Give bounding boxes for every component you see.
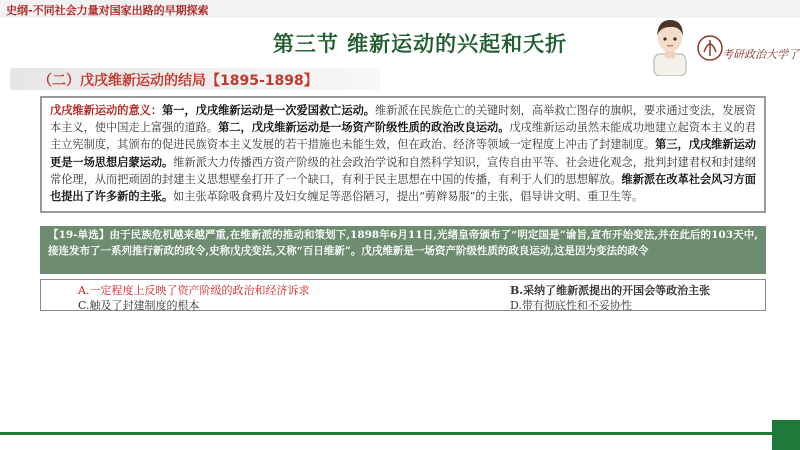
point-1-text: 维新派在民族危亡的关键时刻，高举救亡图存的旗帜，要求通过变法，发展资本主义，使中国走上富强的道路。 bbox=[50, 104, 756, 135]
point-4: 维新派在改革社会风习方面也提出了许多新的主张。 bbox=[50, 171, 756, 204]
question-box: 【19-单选】由于民族危机越来越严重,在维新派的推动和策划下,1898年6月11日,光绪皇帝颁布了“明定国是”谕旨,宣布开始变法,并在此后的103天中,接连发布了一系列推行新政的政令,史称戊戌变法,又称“百日维新”。戊戌维新是一场资产阶级性质的政良运动,这是因为变法的政令 bbox=[40, 226, 766, 274]
significance-box bbox=[40, 96, 766, 213]
significance-label: 戊戌维新运动的意义： bbox=[50, 104, 163, 117]
option-a[interactable]: A.一定程度上反映了资产阶级的政治和经济诉求 bbox=[78, 284, 310, 297]
bottom-divider bbox=[0, 432, 800, 435]
point-2: 第二，戊戌维新运动是一场资产阶级性质的政治改良运动。 bbox=[218, 120, 510, 135]
point-4-text: 如主张革除吸食鸦片及妇女缠足等恶俗陋习，提出“剪辫易服”的主张，倡导讲文明、重卫生等。 bbox=[173, 190, 644, 204]
point-1: 第一，戊戌维新运动是一次爱国救亡运动。 bbox=[162, 103, 375, 117]
point-3: 第三，戊戌维新运动更是一场思想启蒙运动。 bbox=[50, 137, 756, 169]
page-title: 第三节 维新运动的兴起和夭折 bbox=[272, 32, 568, 56]
option-d[interactable]: D.带有彻底性和不妥协性 bbox=[510, 299, 632, 312]
point-2-text: 戊戌维新运动虽然未能成功地建立起资本主义的君主立宪制度，其颁布的促进民族资本主义发展的若干措施也未能生效，但在政治、经济等领域一定程度上冲击了封建制度。 bbox=[50, 121, 756, 152]
point-3-text: 维新派大力传播西方资产阶级的社会政治学说和自然科学知识，宣传自由平等、社会进化观念，批判封建君权和封建纲常伦理，从而把顽固的封建主义思想壁垒打开了一个缺口，有利于民主思想在中国的传播，有利于人们的思想解放。 bbox=[50, 155, 756, 186]
breadcrumb: 史纲-不同社会力量对国家出路的早期探索 bbox=[6, 4, 209, 17]
section-heading bbox=[10, 68, 380, 90]
corner-decoration bbox=[772, 420, 800, 450]
option-b[interactable]: B.采纳了维新派提出的开国会等政治主张 bbox=[510, 284, 711, 297]
avatar bbox=[648, 14, 692, 76]
section-heading-label: （二）戊戌维新运动的结局【1895-1898】 bbox=[38, 73, 318, 89]
logo-text: 考研政治大学了 bbox=[722, 48, 799, 61]
option-c[interactable]: C.触及了封建制度的根本 bbox=[78, 299, 200, 312]
